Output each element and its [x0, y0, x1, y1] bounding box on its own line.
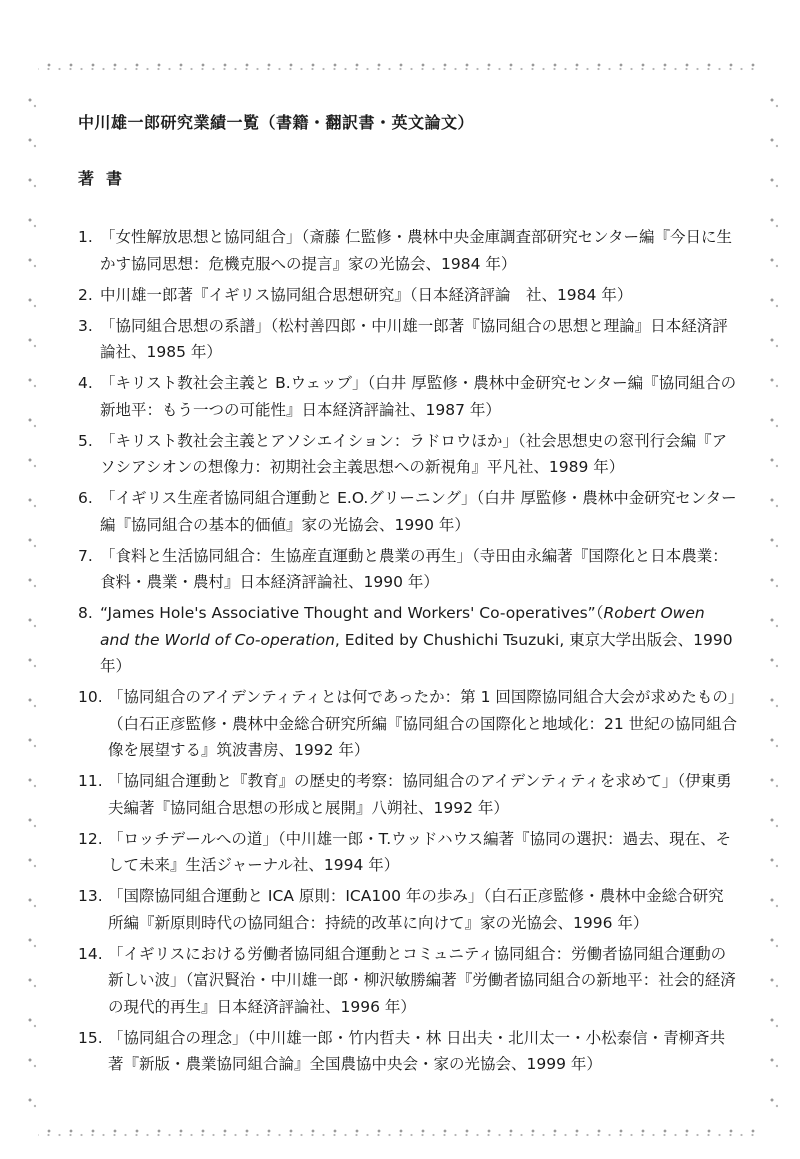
item-text — [100, 600, 738, 680]
list-item — [78, 1025, 738, 1078]
item-text: 「協同組合のアイデンティティとは何であったか：第 1 回国際協同組合大会が求めたもの」（白石正彦監修・農林中金総合研究所編『協同組合の国際化と地域化：21 世紀の協同組合像を展望する』筑波書房、1992 年） — [108, 688, 738, 759]
list-item — [78, 684, 738, 764]
item-number: 2. — [78, 285, 93, 304]
list-item — [78, 428, 738, 481]
list-item — [78, 485, 738, 538]
item-number: 6. — [78, 489, 93, 507]
item-text: 「協同組合思想の系譜」（松村善四郎・中川雄一郎著『協同組合の思想と理論』日本経済評論社、1985 年） — [100, 316, 728, 361]
decorative-border-right — [764, 80, 778, 1120]
page-title: 中川雄一郎研究業績一覧（書籍・翻訳書・英文論文） — [78, 113, 475, 132]
list-item — [78, 941, 738, 1021]
item-text: 「食料と生活協同組合：生協産直運動と農業の再生」（寺田由永編著『国際化と日本農業：食料・農業・農村』日本経済評論社、1990 年） — [100, 546, 728, 591]
list-item — [78, 543, 738, 596]
item-english-tail: , Edited by Chushichi Tsuzuki, 東京大学出版会、1990 年） — [100, 630, 733, 675]
list-item — [78, 883, 738, 936]
list-item — [78, 600, 738, 680]
item-number: 7. — [78, 546, 93, 565]
list-item — [78, 826, 738, 879]
item-text: 「キリスト教社会主義と B.ウェッブ」（白井 厚監修・農林中金研究センター編『協同組合の新地平：もう一つの可能性』日本経済評論社、1987 年） — [100, 374, 737, 419]
item-text: 「イギリス生産者協同組合運動と E.O.グリーニング」（白井 厚監修・農林中金研究センター編『協同組合の基本的価値』家の光協会、1990 年） — [100, 489, 737, 534]
item-text: 「協同組合運動と『教育』の歴史的考察：協同組合のアイデンティティを求めて」（伊東勇夫編著『協同組合思想の形成と展開』八朔社、1992 年） — [108, 772, 732, 817]
item-number: 3. — [78, 316, 93, 335]
item-text: 「イギリスにおける労働者協同組合運動とコミュニティ協同組合：労働者協同組合運動の新しい波」（富沢賢治・中川雄一郎・柳沢敏勝編著『労働者協同組合の新地平：社会的経済の現代的再生』日本経済評論社、1996 年） — [108, 944, 736, 1016]
list-item — [78, 768, 738, 821]
item-number: 1. — [78, 228, 93, 246]
list-item — [78, 224, 738, 277]
decorative-border-left — [22, 80, 36, 1120]
item-text: 「国際協同組合運動と ICA 原則：ICA100 年の歩み」（白石正彦監修・農林中金総合研究所編『新原則時代の協同組合：持続的改革に向けて』家の光協会、1996 年） — [108, 887, 724, 932]
item-number: 12. — [78, 829, 103, 848]
item-number: 4. — [78, 374, 93, 392]
publication-list — [78, 224, 738, 1082]
item-english-book: Robert Owen and the World of Co-operation — [100, 604, 705, 649]
section-heading: 著書 — [78, 169, 135, 188]
item-text: 「キリスト教社会主義とアソシエイション：ラドロウほか」（社会思想史の窓刊行会編『アソシアシオンの想像力：初期社会主義思想への新視角』平凡社、1989 年） — [100, 431, 728, 476]
item-number: 15. — [78, 1028, 103, 1047]
item-number: 10. — [78, 688, 103, 706]
list-item — [78, 282, 738, 309]
decorative-border-top — [38, 58, 762, 72]
item-text: 「ロッチデールへの道」（中川雄一郎・T.ウッドハウス編著『協同の選択：過去、現在、そして未来』生活ジャーナル社、1994 年） — [108, 829, 732, 874]
item-number: 8. — [78, 604, 93, 622]
item-text: 中川雄一郎著『イギリス協同組合思想研究』（日本経済評論 社、1984 年） — [100, 285, 633, 304]
item-number: 13. — [78, 887, 103, 905]
item-number: 11. — [78, 772, 103, 790]
item-english-title: “James Hole's Associative Thought and Workers' Co-operatives”（ — [100, 604, 604, 622]
decorative-border-bottom — [38, 1124, 762, 1138]
list-item — [78, 370, 738, 423]
item-number: 14. — [78, 944, 103, 963]
item-text: 「協同組合の理念」（中川雄一郎・竹内哲夫・林 日出夫・北川太一・小松泰信・青柳斉共著『新版・農業協同組合論』全国農協中央会・家の光協会、1999 年） — [108, 1028, 726, 1073]
item-text: 「女性解放思想と協同組合」（斎藤 仁監修・農林中央金庫調査部研究センター編『今日に生かす協同思想：危機克服への提言』家の光協会、1984 年） — [100, 228, 733, 273]
item-number: 5. — [78, 431, 93, 450]
list-item — [78, 313, 738, 366]
